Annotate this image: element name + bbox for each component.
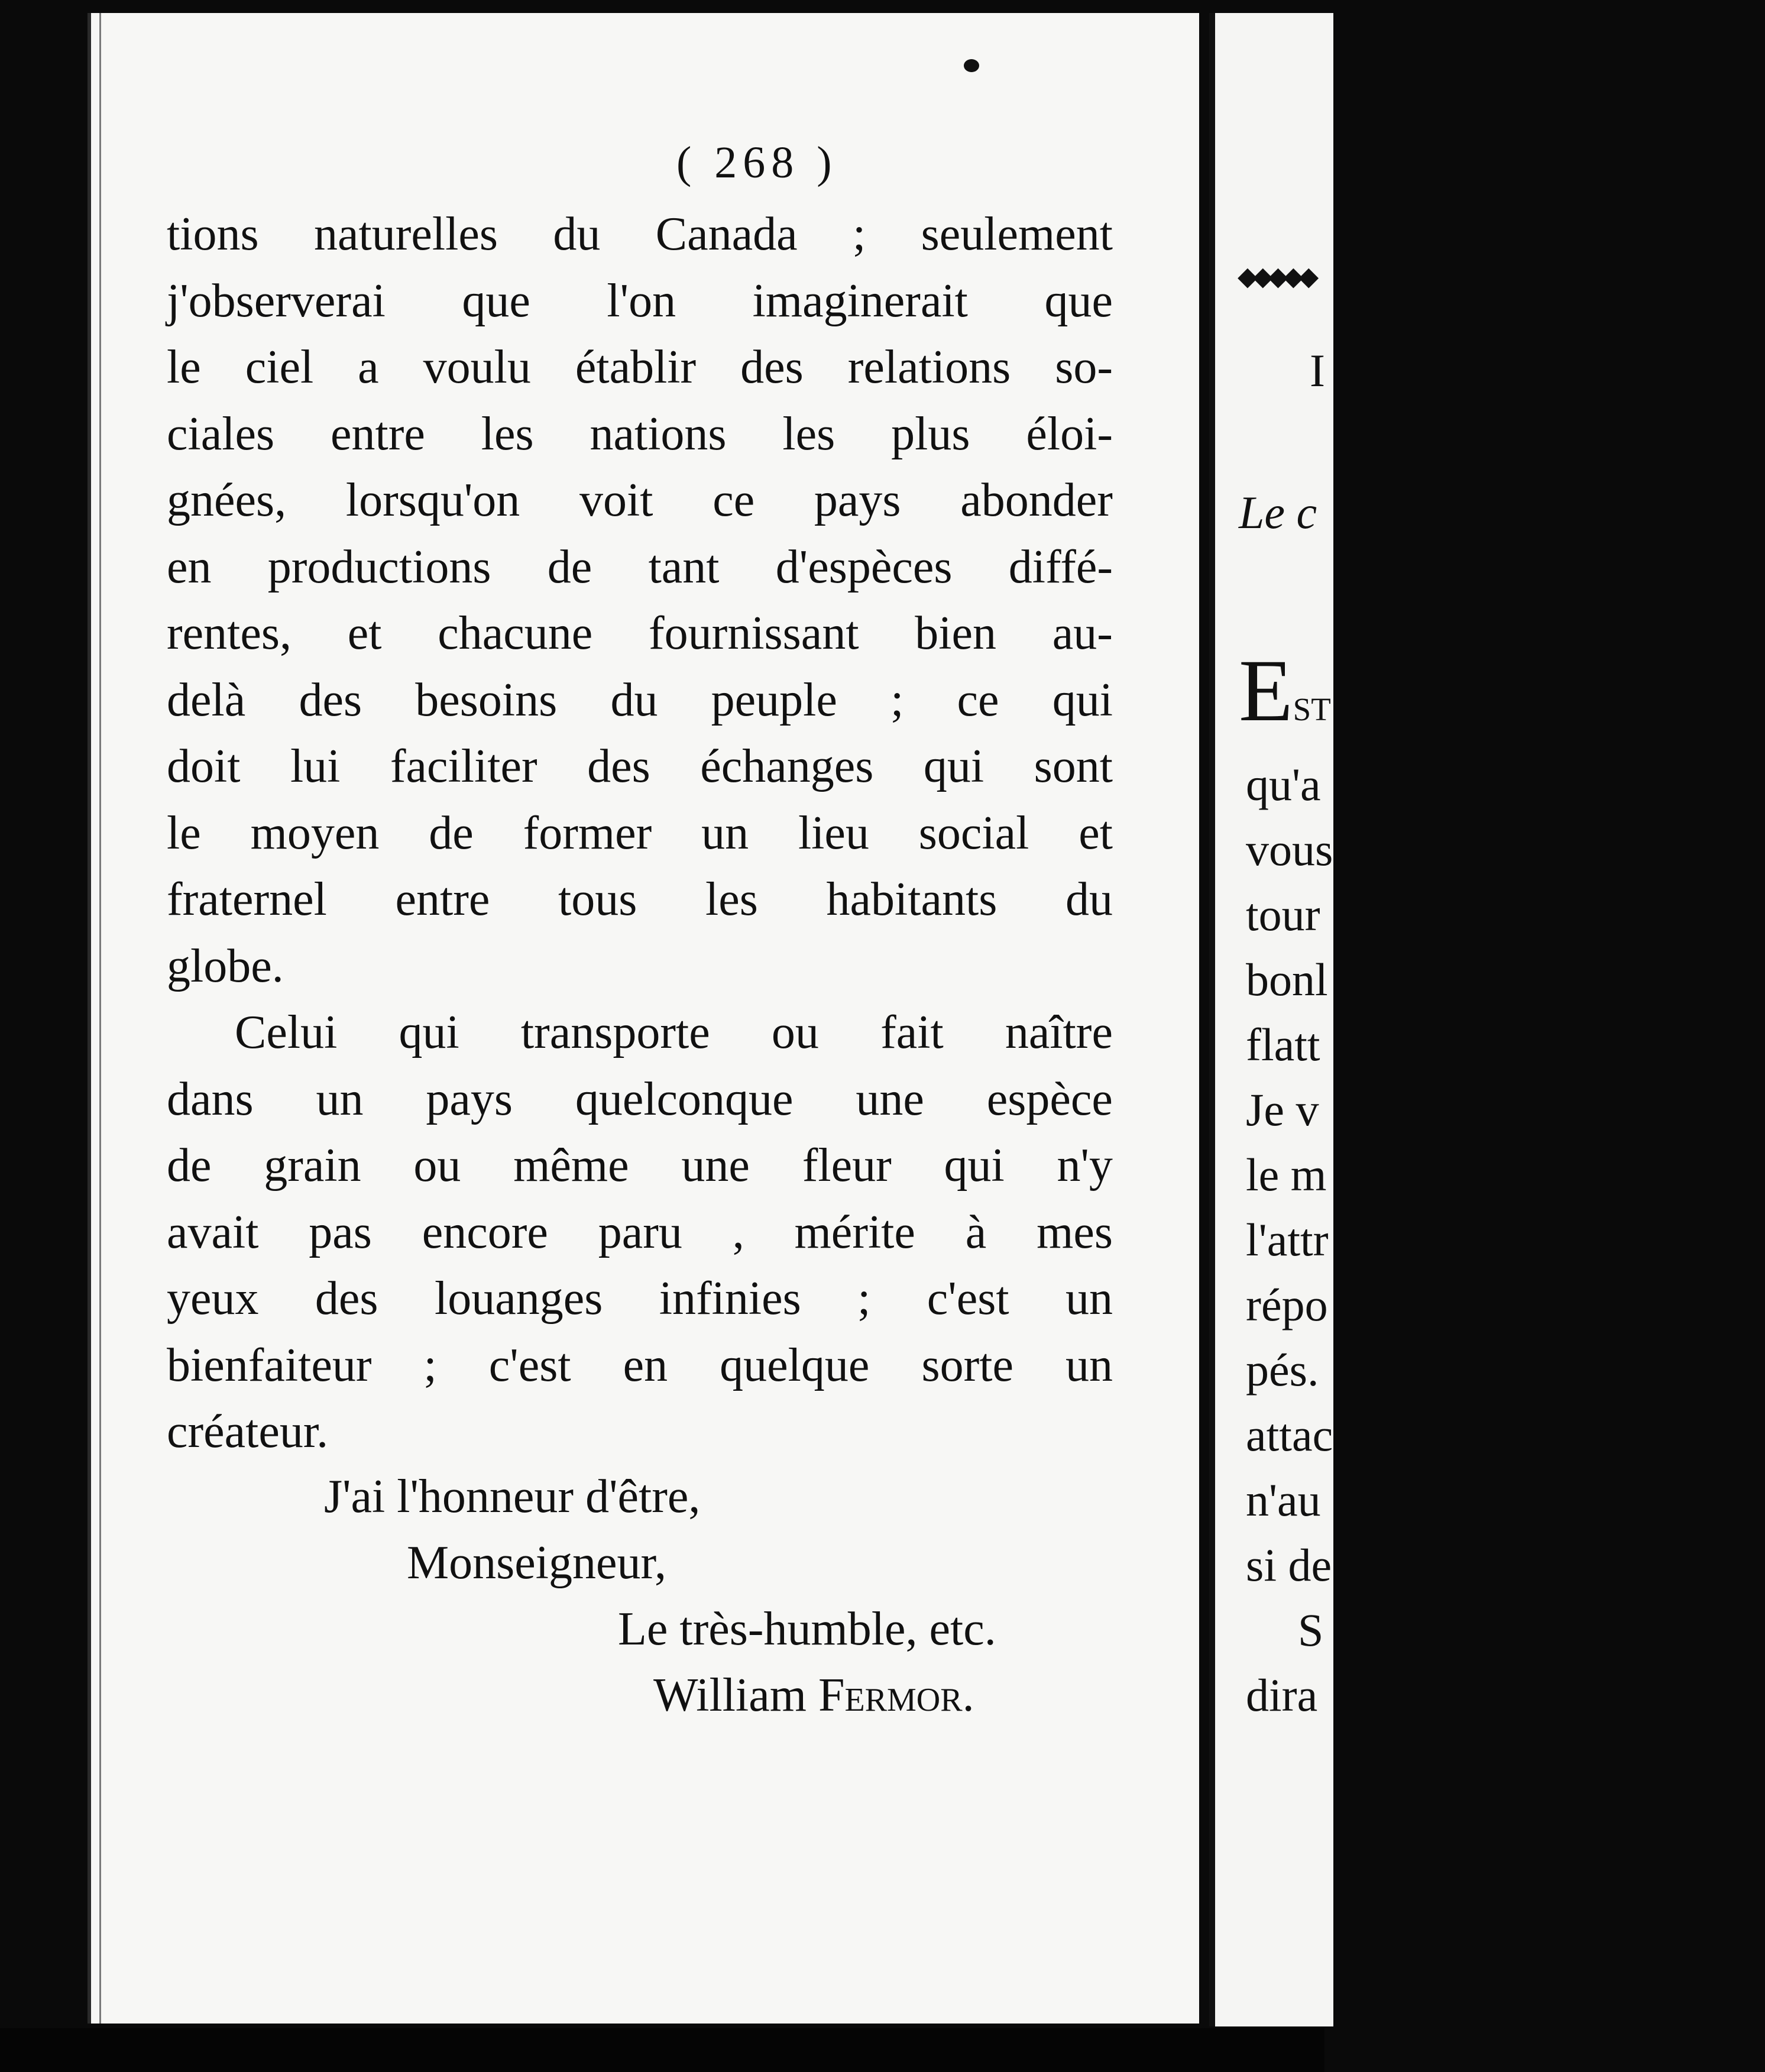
word: chacune: [438, 607, 593, 659]
word: lui: [290, 740, 341, 792]
word: peuple: [711, 674, 837, 726]
ornament-rule: ◆◆◆◆◆: [1238, 262, 1314, 291]
text-line: [167, 600, 1113, 667]
word: habitants: [826, 873, 998, 925]
word: au-: [1052, 607, 1113, 659]
text-line-fragment: si de: [1246, 1539, 1332, 1591]
line-text: globe.: [167, 940, 284, 992]
word: nations: [590, 407, 727, 460]
word: en: [167, 540, 212, 593]
word: du: [553, 208, 601, 260]
word: c'est: [488, 1339, 571, 1391]
text-line-fragment: Je v: [1246, 1084, 1319, 1135]
word: des: [299, 674, 362, 726]
word: de: [167, 1139, 212, 1192]
word: même: [513, 1139, 629, 1192]
word: ;: [853, 208, 866, 260]
word: j'observerai: [167, 274, 386, 327]
word: sorte: [921, 1339, 1013, 1391]
word: Celui: [235, 1006, 338, 1058]
word: qui: [944, 1139, 1005, 1192]
word: éloi-: [1026, 407, 1113, 460]
page-number: ( 268 ): [676, 138, 838, 187]
word: du: [610, 674, 658, 726]
word: gnées,: [167, 474, 287, 526]
word: moyen: [250, 807, 380, 859]
word: ciel: [245, 341, 314, 393]
word: de: [429, 807, 474, 859]
word: fait: [880, 1006, 944, 1058]
word: louanges: [434, 1273, 603, 1325]
word: fleur: [802, 1139, 892, 1192]
word: infinies: [659, 1273, 801, 1325]
word: tous: [558, 873, 637, 925]
word: pas: [309, 1206, 372, 1258]
word: de: [547, 540, 592, 593]
word: abonder: [960, 474, 1113, 526]
line-text: créateur.: [167, 1406, 329, 1458]
word: des: [587, 740, 650, 792]
subtitle-fragment: Le c: [1239, 487, 1317, 538]
word: ;: [890, 674, 904, 726]
text-line: [167, 999, 1113, 1066]
word: quelque: [720, 1339, 870, 1391]
word: lieu: [798, 807, 869, 859]
text-line-fragment: l'attr: [1246, 1214, 1329, 1265]
word: so-: [1055, 341, 1113, 393]
text-line: [167, 800, 1113, 867]
text-line-fragment: dira: [1246, 1669, 1318, 1721]
word: voulu: [423, 341, 531, 393]
text-line-fragment: n'au: [1246, 1474, 1321, 1526]
word: des: [740, 341, 804, 393]
word: établir: [575, 341, 697, 393]
word: qui: [923, 740, 984, 792]
text-line: [167, 1398, 1113, 1465]
text-line-fragment: vous: [1246, 824, 1333, 875]
word: transporte: [520, 1006, 710, 1058]
text-line: [167, 667, 1113, 734]
text-line: [167, 933, 1113, 1000]
text-line: [167, 1132, 1113, 1199]
word: besoins: [415, 674, 558, 726]
word: les: [481, 407, 534, 460]
word: rentes,: [167, 607, 292, 659]
word: plus: [891, 407, 970, 460]
word: un: [316, 1073, 364, 1125]
ink-speck: [964, 59, 979, 72]
text-line: [167, 334, 1113, 401]
closing-address: Monseigneur,: [407, 1537, 666, 1589]
right-page-fragment: [1209, 13, 1333, 2026]
word: un: [1065, 1273, 1113, 1325]
text-line-fragment: flatt: [1246, 1019, 1320, 1070]
word: yeux: [167, 1273, 259, 1325]
word: que: [1044, 274, 1113, 327]
word: l'on: [607, 274, 676, 327]
word: fournissant: [649, 607, 859, 659]
body-text: [167, 201, 1113, 1465]
word: le: [167, 341, 201, 393]
word: du: [1065, 873, 1113, 925]
text-line-fragment: tour: [1246, 889, 1320, 940]
word: mérite: [794, 1206, 915, 1258]
word: le: [167, 807, 201, 859]
word: pays: [814, 474, 901, 526]
word: ;: [423, 1339, 437, 1391]
signature-first-name: William: [653, 1669, 818, 1721]
word: d'espèces: [775, 540, 953, 593]
text-line: [167, 733, 1113, 800]
word: qui: [1052, 674, 1113, 726]
word: ;: [857, 1273, 871, 1325]
word: à: [965, 1206, 987, 1258]
word: une: [681, 1139, 750, 1192]
word: avait: [167, 1206, 259, 1258]
heading-fragment: I: [1310, 345, 1325, 396]
word: quelconque: [575, 1073, 794, 1125]
word: Canada: [655, 208, 798, 260]
word: une: [856, 1073, 924, 1125]
text-line-fragment: répo: [1246, 1279, 1328, 1330]
word: tions: [167, 208, 259, 260]
text-line: [167, 1199, 1113, 1266]
word: fraternel: [167, 873, 327, 925]
word: entre: [330, 407, 425, 460]
closing-signoff: Le très-humble, etc.: [618, 1603, 996, 1655]
word: delà: [167, 674, 246, 726]
text-line: [167, 534, 1113, 601]
text-line: [167, 866, 1113, 933]
word: relations: [847, 341, 1011, 393]
closing-salutation: J'ai l'honneur d'être,: [324, 1471, 701, 1523]
word: imaginerait: [752, 274, 968, 327]
word: qui: [399, 1006, 459, 1058]
word: entre: [395, 873, 490, 925]
text-line: [167, 268, 1113, 335]
word: n'y: [1057, 1139, 1113, 1192]
word: un: [701, 807, 749, 859]
word: les: [782, 407, 835, 460]
word: c'est: [927, 1273, 1009, 1325]
text-line-fragment: pés.: [1246, 1344, 1319, 1396]
text-line-fragment: attac: [1246, 1409, 1333, 1461]
text-line: [167, 1332, 1113, 1399]
word: social: [918, 807, 1029, 859]
dropcap: E: [1239, 642, 1293, 740]
word: un: [1065, 1339, 1113, 1391]
word: seulement: [921, 208, 1113, 260]
text-line: [167, 467, 1113, 534]
word: des: [315, 1273, 378, 1325]
word: voit: [579, 474, 653, 526]
word: bienfaiteur: [167, 1339, 372, 1391]
word: ou: [413, 1139, 461, 1192]
word: les: [705, 873, 758, 925]
word: dans: [167, 1073, 254, 1125]
text-line: [167, 401, 1113, 468]
word: lorsqu'on: [345, 474, 520, 526]
word: paru: [598, 1206, 682, 1258]
word: pays: [426, 1073, 513, 1125]
text-line-fragment: bonl: [1246, 954, 1328, 1005]
text-line: [167, 1066, 1113, 1133]
signature: [0, 1669, 1765, 1723]
word: ,: [732, 1206, 744, 1258]
text-line-fragment: S: [1298, 1604, 1324, 1656]
word: sont: [1034, 740, 1113, 792]
text-line: [167, 1265, 1113, 1332]
word: ce: [957, 674, 999, 726]
word: grain: [264, 1139, 361, 1192]
word: naturelles: [313, 208, 498, 260]
word: faciliter: [390, 740, 537, 792]
word: bien: [915, 607, 997, 659]
word: échanges: [700, 740, 874, 792]
word: ou: [771, 1006, 819, 1058]
word: ce: [713, 474, 755, 526]
text-line-fragment: le m: [1246, 1149, 1327, 1200]
word: espèce: [986, 1073, 1113, 1125]
word: doit: [167, 740, 241, 792]
scan-bottom-edge: [0, 2028, 1324, 2072]
dropcap-line: [1239, 640, 1331, 742]
word: former: [523, 807, 652, 859]
word: et: [1079, 807, 1113, 859]
word: que: [462, 274, 530, 327]
word: et: [347, 607, 382, 659]
word: productions: [267, 540, 491, 593]
word: mes: [1037, 1206, 1113, 1258]
word: diffé-: [1008, 540, 1113, 593]
word: encore: [422, 1206, 548, 1258]
word: tant: [648, 540, 720, 593]
word: ciales: [167, 407, 275, 460]
word: en: [623, 1339, 668, 1391]
text-line: [167, 201, 1113, 268]
text-line-fragment: qu'a: [1246, 759, 1321, 810]
dropcap-rest: st: [1293, 679, 1331, 730]
signature-last-name: Fermor.: [818, 1669, 974, 1721]
word: a: [358, 341, 379, 393]
word: naître: [1005, 1006, 1113, 1058]
